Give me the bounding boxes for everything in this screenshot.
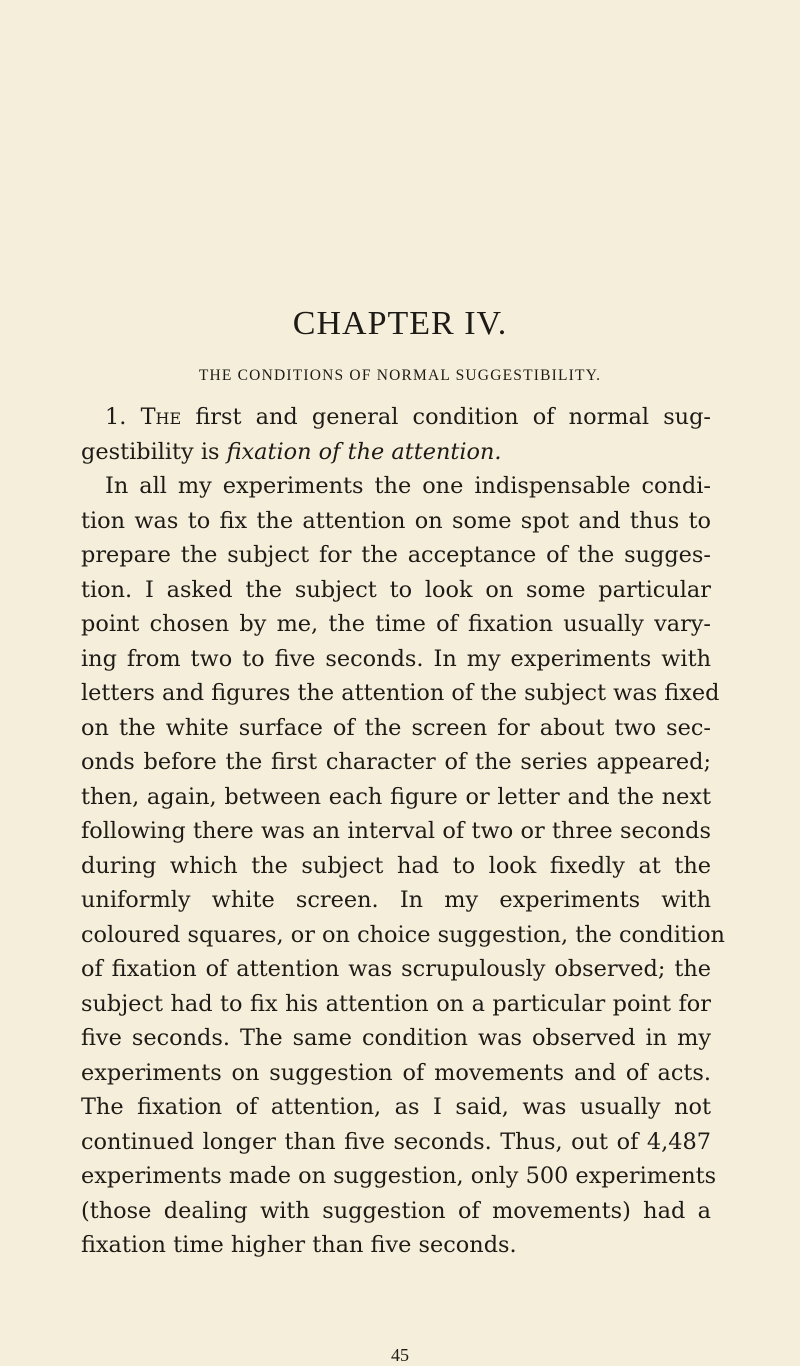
body-text — [81, 400, 725, 1263]
paragraph-line: onds before the first character of the series appeared; — [81, 749, 711, 775]
paragraph-1-line-2 — [81, 435, 711, 470]
paragraph-line: ing from two to five seconds. In my experiments with — [81, 645, 711, 672]
paragraph-line: (those dealing with suggestion of movements) had a — [81, 1197, 711, 1224]
paragraph-line: five seconds. The same condition was observed in my — [81, 1025, 711, 1051]
paragraph-line: letters and figures the attention of the subject was fixed — [81, 680, 720, 706]
paragraph-line: In all my experiments the one indispensable condi- — [105, 473, 711, 499]
paragraph-line: point chosen by me, the time of fixation usually vary- — [81, 611, 711, 637]
paragraph-line: on the white surface of the screen for about two sec- — [81, 714, 711, 741]
chapter-subtitle: THE CONDITIONS OF NORMAL SUGGESTIBILITY. — [198, 367, 602, 384]
paragraph-line: tion was to fix the attention on some spot and thus to — [81, 507, 711, 534]
paragraph-line: uniformly white screen. In my experiments with — [81, 887, 711, 913]
paragraph-line: experiments on suggestion of movements and of acts. — [81, 1059, 711, 1086]
paragraph-line: fixation time higher than five seconds. — [81, 1232, 517, 1258]
paragraph-line: coloured squares, or on choice suggestion, the condition — [81, 921, 725, 948]
paragraph-line: following there was an interval of two or three seconds — [81, 818, 711, 844]
paragraph-line: subject had to fix his attention on a particular point for — [81, 990, 711, 1017]
paragraph-1-text: first and general condition of normal sug- — [195, 404, 711, 430]
paragraph-number: 1. — [105, 404, 127, 430]
chapter-heading: CHAPTER IV. — [292, 305, 508, 342]
paragraph-line: prepare the subject for the acceptance of the sugges- — [81, 542, 711, 568]
paragraph-line: experiments made on suggestion, only 500 experiments — [81, 1163, 717, 1189]
emphasis-phrase: fixation of the attention. — [226, 438, 502, 465]
paragraph-line: tion. I asked the subject to look on some particular — [81, 576, 711, 603]
paragraph-1-line-2-text: gestibility is — [81, 438, 220, 465]
paragraph-line: during which the subject had to look fixedly at the — [81, 852, 711, 879]
page-number: 45 — [391, 1345, 409, 1365]
paragraph-line: then, again, between each figure or letter and the next — [81, 783, 711, 810]
paragraph-1-line-1 — [81, 400, 711, 435]
paragraph-line: The fixation of attention, as I said, was usually not — [81, 1094, 711, 1120]
paragraph-line: continued longer than five seconds. Thus, out of 4,487 — [81, 1128, 711, 1155]
paragraph-line: of fixation of attention was scrupulously observed; the — [81, 956, 711, 982]
lead-word: The — [140, 404, 182, 430]
